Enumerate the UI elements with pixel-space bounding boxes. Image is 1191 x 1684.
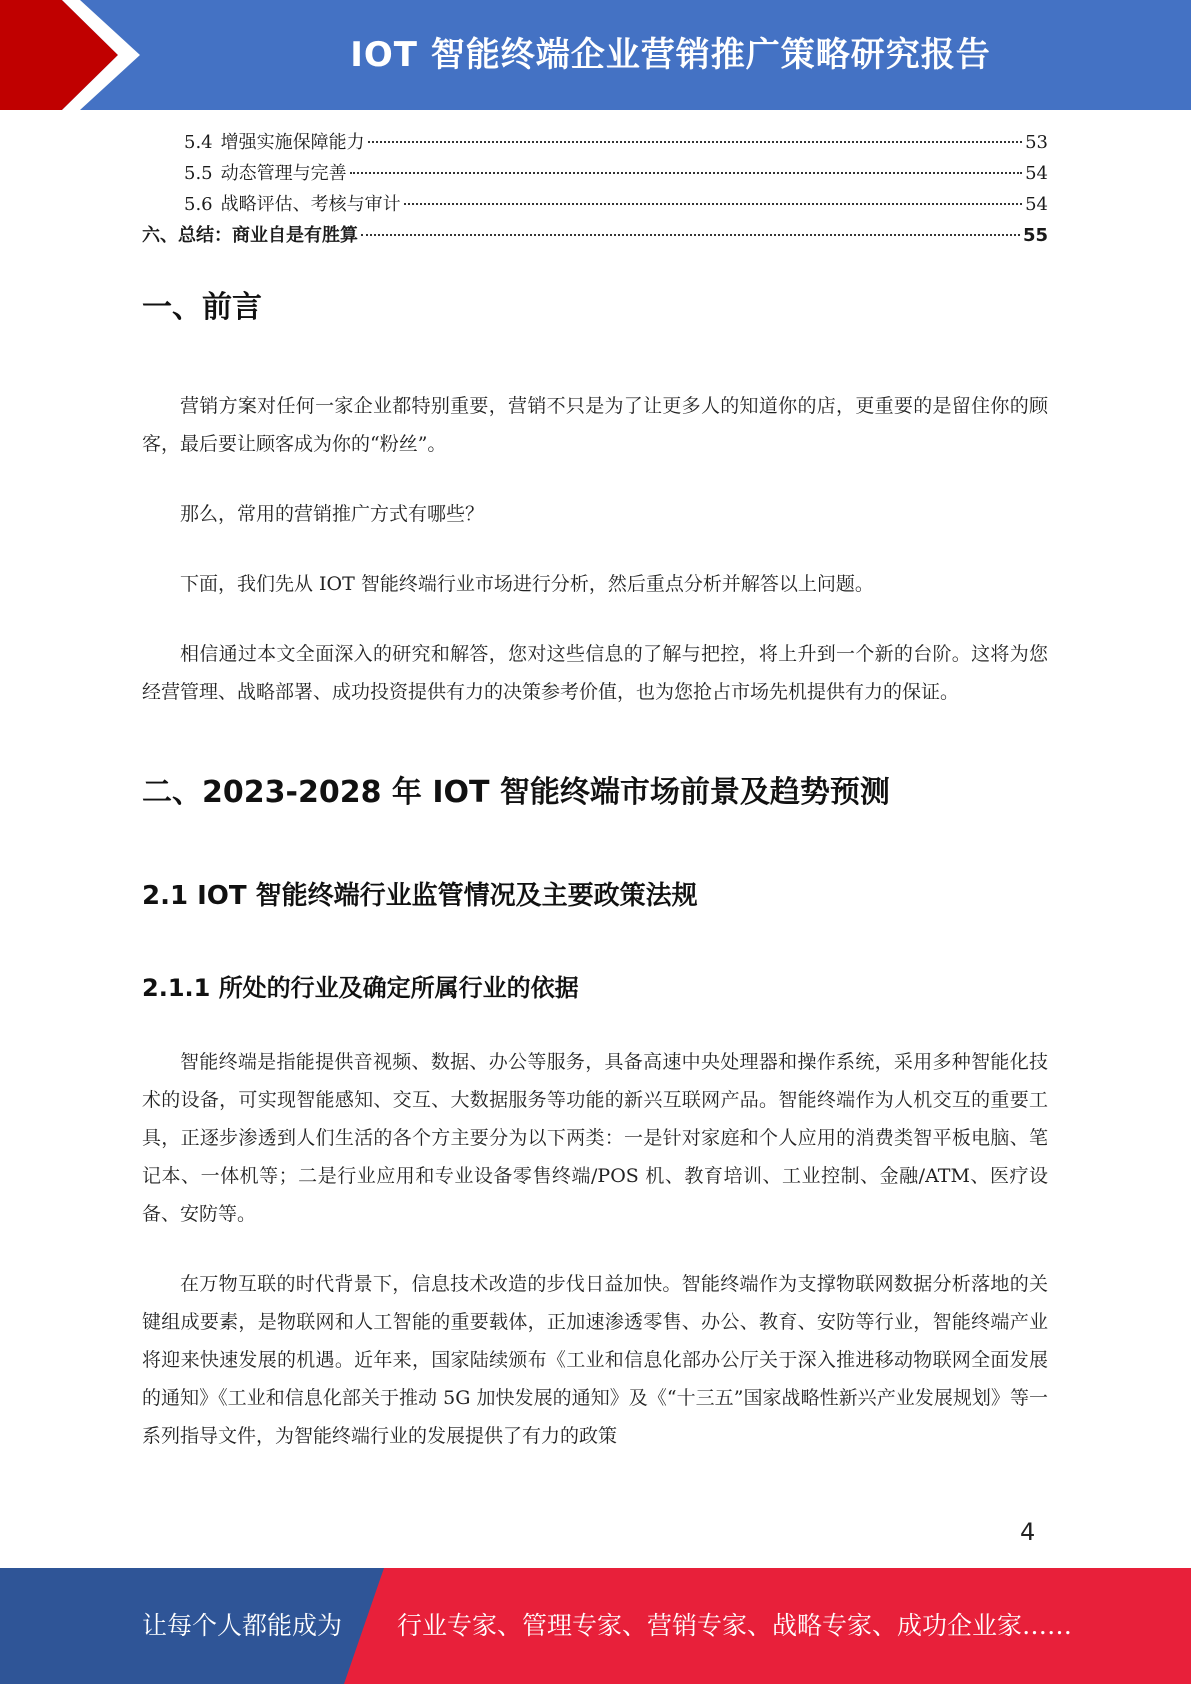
toc-entry-label: 战略评估、考核与审计 (220, 194, 401, 215)
subsubsection-heading: 2.1.1 所处的行业及确定所属行业的依据 (142, 974, 579, 1002)
toc-entry[interactable] (142, 159, 1048, 190)
toc-entry-page: 54 (1025, 194, 1048, 215)
footer-slogan-right: 行业专家、管理专家、营销专家、战略专家、成功企业家…… (397, 1611, 1073, 1640)
header-arrow-decoration (0, 0, 160, 110)
toc-leader-dots (361, 234, 1020, 236)
body-paragraph: 下面，我们先从 IOT 智能终端行业市场进行分析，然后重点分析并解答以上问题。 (180, 573, 874, 595)
toc-entry-page: 54 (1025, 163, 1048, 184)
toc-entry[interactable] (142, 128, 1048, 159)
footer-slogan-left: 让每个人都能成为 (142, 1611, 343, 1640)
toc-entry-number: 5.4 (184, 132, 213, 153)
section-heading: 二、2023-2028 年 IOT 智能终端市场前景及趋势预测 (142, 775, 890, 810)
toc-entry-label: 六、总结：商业自是有胜算 (142, 225, 358, 246)
page-header (0, 0, 1191, 110)
body-paragraph: 在万物互联的时代背景下，信息技术改造的步伐日益加快。智能终端作为支撑物联网数据分析落地的关键组成要素，是物联网和人工智能的重要载体，正加速渗透零售、办公、教育、安防等行业，智能终端产业将迎来快速发展的机遇。近年来，国家陆续颁布《工业和信息化部办公厅关于深入推进移动物联网全面发展的通知》《工业和信息化部关于推动 5G 加快发展的通知》及《“十三五”国家战略性新兴产业发展规划》等一系列指导文件，为智能终端行业的发展提供了有力的政策 (142, 1273, 1048, 1447)
table-of-contents (142, 128, 1048, 252)
section-heading: 一、前言 (142, 290, 262, 325)
body-paragraph: 相信通过本文全面深入的研究和解答，您对这些信息的了解与把控，将上升到一个新的台阶。这将为您经营管理、战略部署、成功投资提供有力的决策参考价值，也为您抢占市场先机提供有力的保证。 (142, 643, 1048, 703)
body-paragraph: 那么，常用的营销推广方式有哪些？ (180, 503, 485, 525)
toc-leader-dots (350, 172, 1022, 174)
toc-entry[interactable] (142, 221, 1048, 252)
subsection-heading: 2.1 IOT 智能终端行业监管情况及主要政策法规 (142, 881, 698, 911)
toc-leader-dots (404, 203, 1022, 205)
toc-entry-label: 动态管理与完善 (220, 163, 347, 184)
body-paragraph: 营销方案对任何一家企业都特别重要，营销不只是为了让更多人的知道你的店，更重要的是留住你的顾客，最后要让顾客成为你的“粉丝”。 (142, 395, 1048, 455)
page-number: 4 (1020, 1518, 1036, 1546)
page-footer (0, 1568, 1191, 1684)
toc-entry[interactable] (142, 190, 1048, 221)
report-title: IOT 智能终端企业营销推广策略研究报告 (350, 35, 991, 75)
toc-entry-number: 5.5 (184, 163, 213, 184)
toc-leader-dots (368, 141, 1022, 143)
toc-entry-number: 5.6 (184, 194, 213, 215)
document-body (142, 282, 1048, 1455)
toc-entry-label: 增强实施保障能力 (220, 132, 365, 153)
body-paragraph: 智能终端是指能提供音视频、数据、办公等服务，具备高速中央处理器和操作系统，采用多种智能化技术的设备，可实现智能感知、交互、大数据服务等功能的新兴互联网产品。智能终端作为人机交互的重要工具，正逐步渗透到人们生活的各个方主要分为以下两类：一是针对家庭和个人应用的消费类智平板电脑、笔记本、一体机等；二是行业应用和专业设备零售终端/POS 机、教育培训、工业控制、金融/ATM、医疗设备、安防等。 (142, 1051, 1048, 1225)
toc-entry-page: 55 (1022, 225, 1048, 246)
toc-entry-page: 53 (1025, 132, 1048, 153)
